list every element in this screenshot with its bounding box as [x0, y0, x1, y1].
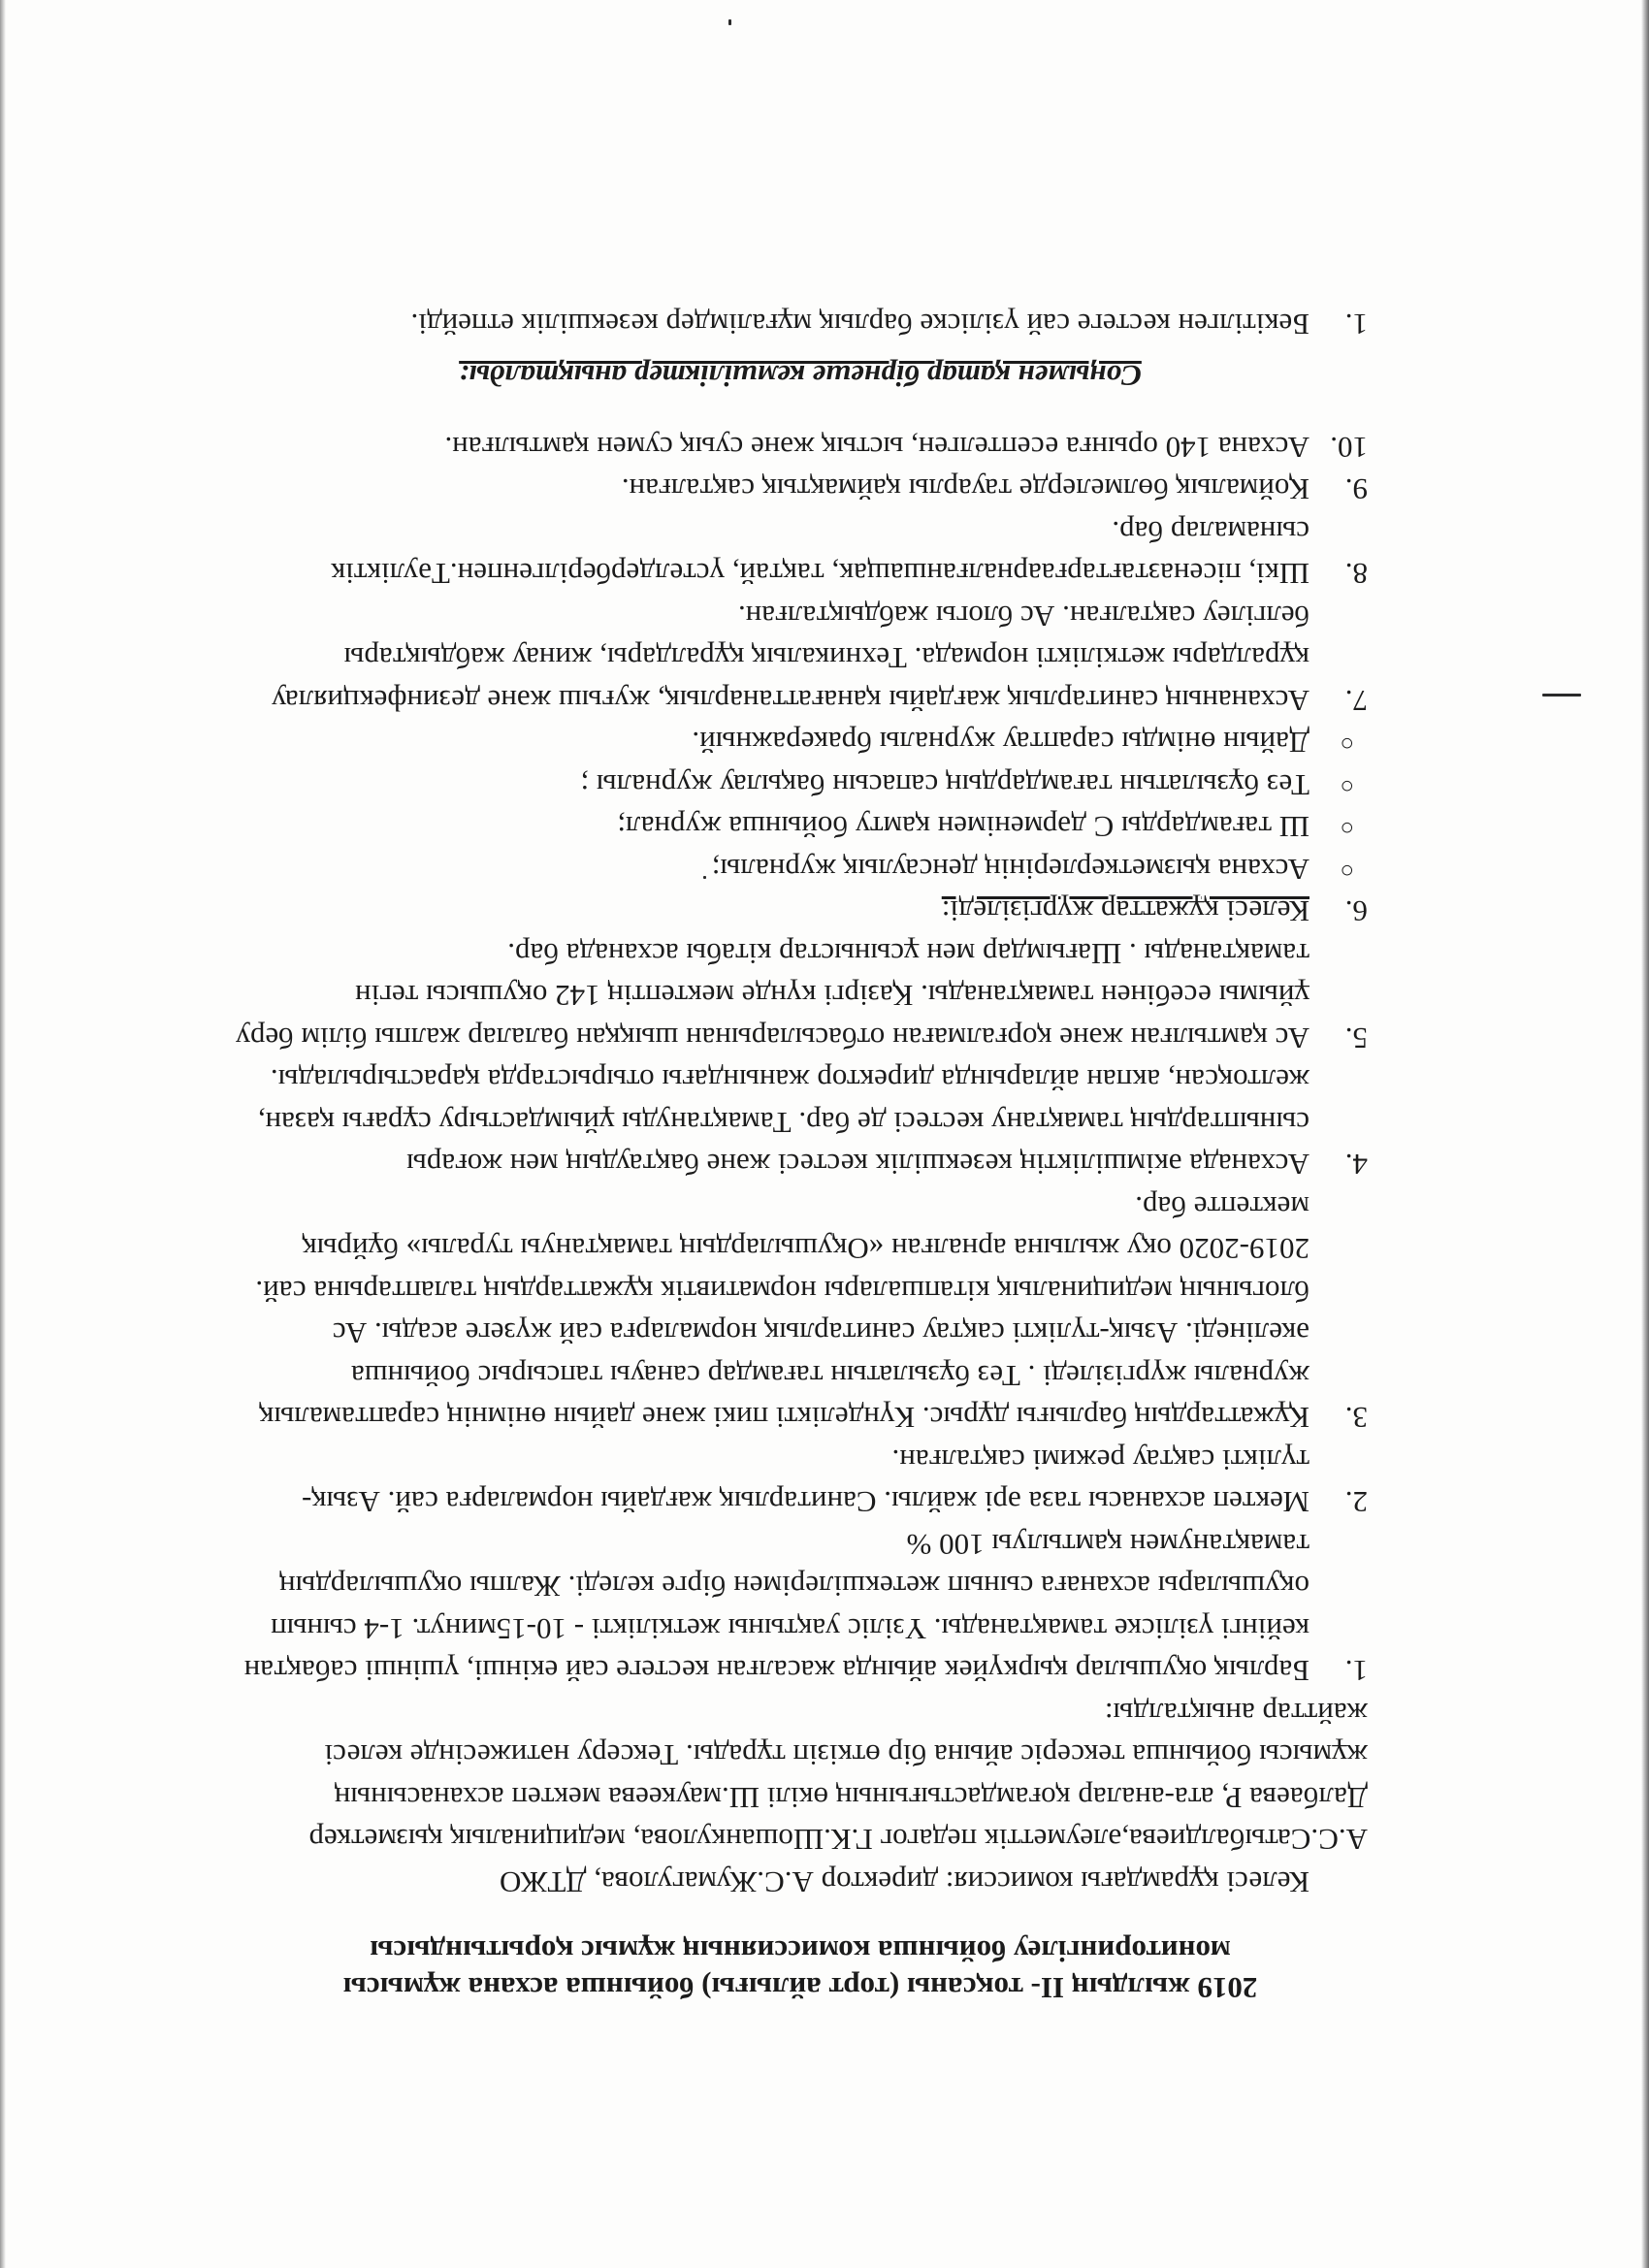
journal-text: Тез бұзылатын тағамдардың сапасын бақылау журналы ;	[580, 768, 1310, 802]
item-text: Асхананың санитарлық жағдайы қанағаттанарлық, жуғыш және дезинфекциялау құралдары жеткілікті нормада. Техникалық құралдары, жинау жабдықтары белгілеу сақталған. Ас блогы жабдықталған.	[271, 599, 1310, 718]
item-text: Мектеп асханасы таза әрі жайлы. Санитарлық жағдайы нормаларға сай. Азық-түлікті сақтау режимі сақталған.	[302, 1443, 1310, 1520]
list-item	[233, 469, 1368, 511]
item-text: Құжаттардың барлығы дұрыс. Күнделікті пикі және дайын өнімнің сараптамалық журналы жүргізіледі . Тез бұзылатын тағамдар санауы тапсырыс бойынша әкелінеді. Азық-түлікті сақтау санитарлық нормаларға сай жүзеге асады. Ас блогының медициналық кітапшалары нормативтік құжаттардың талаптарына сай. 2019-2020 оқу жылына арналған «Оқушылардың тамақтануы туралы» бұйрық мектепте бар.	[255, 1190, 1310, 1436]
circle-bullet-icon: ○	[1340, 858, 1354, 883]
list-item	[233, 1186, 1368, 1440]
deficiencies-list	[233, 304, 1368, 346]
list-item	[233, 1440, 1368, 1524]
journals-list	[233, 722, 1368, 891]
item-number: 5.	[1344, 1021, 1368, 1055]
journal-item	[233, 806, 1368, 849]
item-number: 6.	[1344, 894, 1368, 929]
item-heading: Келесі құжаттар жүргізіледі:	[941, 894, 1310, 929]
findings-list	[233, 933, 1368, 1693]
list-item	[233, 304, 1368, 346]
deficiencies-heading: Соңымен қатар бірнеше кемшіліктер анықталды:	[459, 359, 1142, 394]
title-line-2: мониторингілеу бойынша комиссияның жұмыс қорытындысы	[370, 1934, 1231, 1968]
circle-bullet-icon: ○	[1340, 815, 1354, 841]
item-text: Асхана 140 орынға есептелген, ыстық және суық сумен қамтылған.	[444, 431, 1310, 465]
item-number: 9.	[1344, 472, 1368, 507]
journal-item	[233, 764, 1368, 807]
item-text: Шкі, пісеназтағтарғаарналғаншащак, тақтай, үстелдерберілгенпен.Тәуліктік сынамалар бар.	[331, 515, 1310, 592]
journal-item	[233, 722, 1368, 764]
list-item	[233, 933, 1368, 1060]
item-text: Ас қамтылған және қорғалмаған отбасыларынан шыққан балалар жалпы білім беру ұйымы есебінен тамақтанады. Қазіргі күнде мектептің 142 оқушысы тегін тамақтанады . Шағымдар мен ұсыныстар кітабы асханада бар.	[235, 937, 1310, 1055]
item-number: 3.	[1344, 1401, 1368, 1436]
title-line-1: 2019 жылдың II- тоқсаны (торт айлығы) бойынша асхана жұмысы	[342, 1971, 1258, 2005]
item-number: 2.	[1344, 1485, 1368, 1520]
list-item	[233, 511, 1368, 596]
item-number: 1.	[1344, 308, 1368, 341]
journal-text: Дайын өнімды сараптау журналы бракеражный.	[692, 726, 1310, 761]
item-number: 4.	[1344, 1148, 1368, 1183]
document-title	[233, 1932, 1368, 2006]
journal-item	[233, 849, 1368, 891]
item-text: Бекітілген кестеге сай үзіліске барлық мұғалімдер кезекшілік етпейді.	[410, 308, 1310, 341]
list-item	[233, 427, 1368, 470]
scan-edge-shadow	[0, 0, 6, 2268]
item-number: 8.	[1344, 557, 1368, 592]
document-body	[233, 304, 1368, 2007]
list-item	[233, 1524, 1368, 1693]
item-text: Асханада әкімшіліктің кезекшілік кестесі және бақтаудың мен жоғары сыныптардың тамақтану кестесі де бар. Тамақтануды ұйымдастыру сұрағы қазан, желтоқсан, акпан айларында директор жанындағы отырыстарда қарастырылады.	[257, 1063, 1310, 1183]
item-text: Барлық оқушылар қыркүйек айында жасалған кестеге сай екінші, үшінші сабақтан кейінгі үзіліске тамақтанады. Үзіліс уақтыны жеткілікті - 10-15минут. 1-4 сынып оқушылары асханаға сынып жетекшілерімен бірге келеді. Жалпы оқушылардың тамақтанумен қамтылуы 100 %	[243, 1528, 1310, 1689]
circle-bullet-icon: ○	[1340, 730, 1354, 757]
item-number: 1.	[1344, 1654, 1368, 1689]
circle-bullet-icon: ○	[1340, 773, 1354, 798]
item-text: Қоймалық бөлмелерде тауарлы қаймақтық сақталған.	[621, 472, 1310, 507]
findings-list-continued	[233, 427, 1368, 723]
scan-mark	[1542, 694, 1581, 697]
journal-text: Асхана қызметкерлерінің денсаулық журналы;	[711, 853, 1310, 887]
journal-text: Ш тағамдарды С дәрменімен қамту бойынша журнал;	[617, 810, 1310, 845]
item-number: 7.	[1344, 684, 1368, 718]
list-item	[233, 1059, 1368, 1186]
list-item	[233, 891, 1368, 933]
item-number: 10.	[1330, 431, 1368, 465]
intro-paragraph: Келесі құрамдағы комиссия: директор А.С.Жумагулова, ДТЖО А.С.Сатыбалдиева,әлеуметтік педагог Г.К.Шошанкулова, медициналық қызметкер Далбаева Р, ата-аналар қоғамдастығының өкілі Ш.маукеева мектеп асханасының жұмысы бойынша тексеріс айына бір өткізіп тұрады. Тексеру нәтижесінде келесі жайттар анықталды:	[308, 1697, 1368, 1899]
scan-edge-shadow	[1641, 0, 1649, 2268]
list-item	[233, 596, 1368, 723]
scan-mark	[728, 19, 731, 25]
